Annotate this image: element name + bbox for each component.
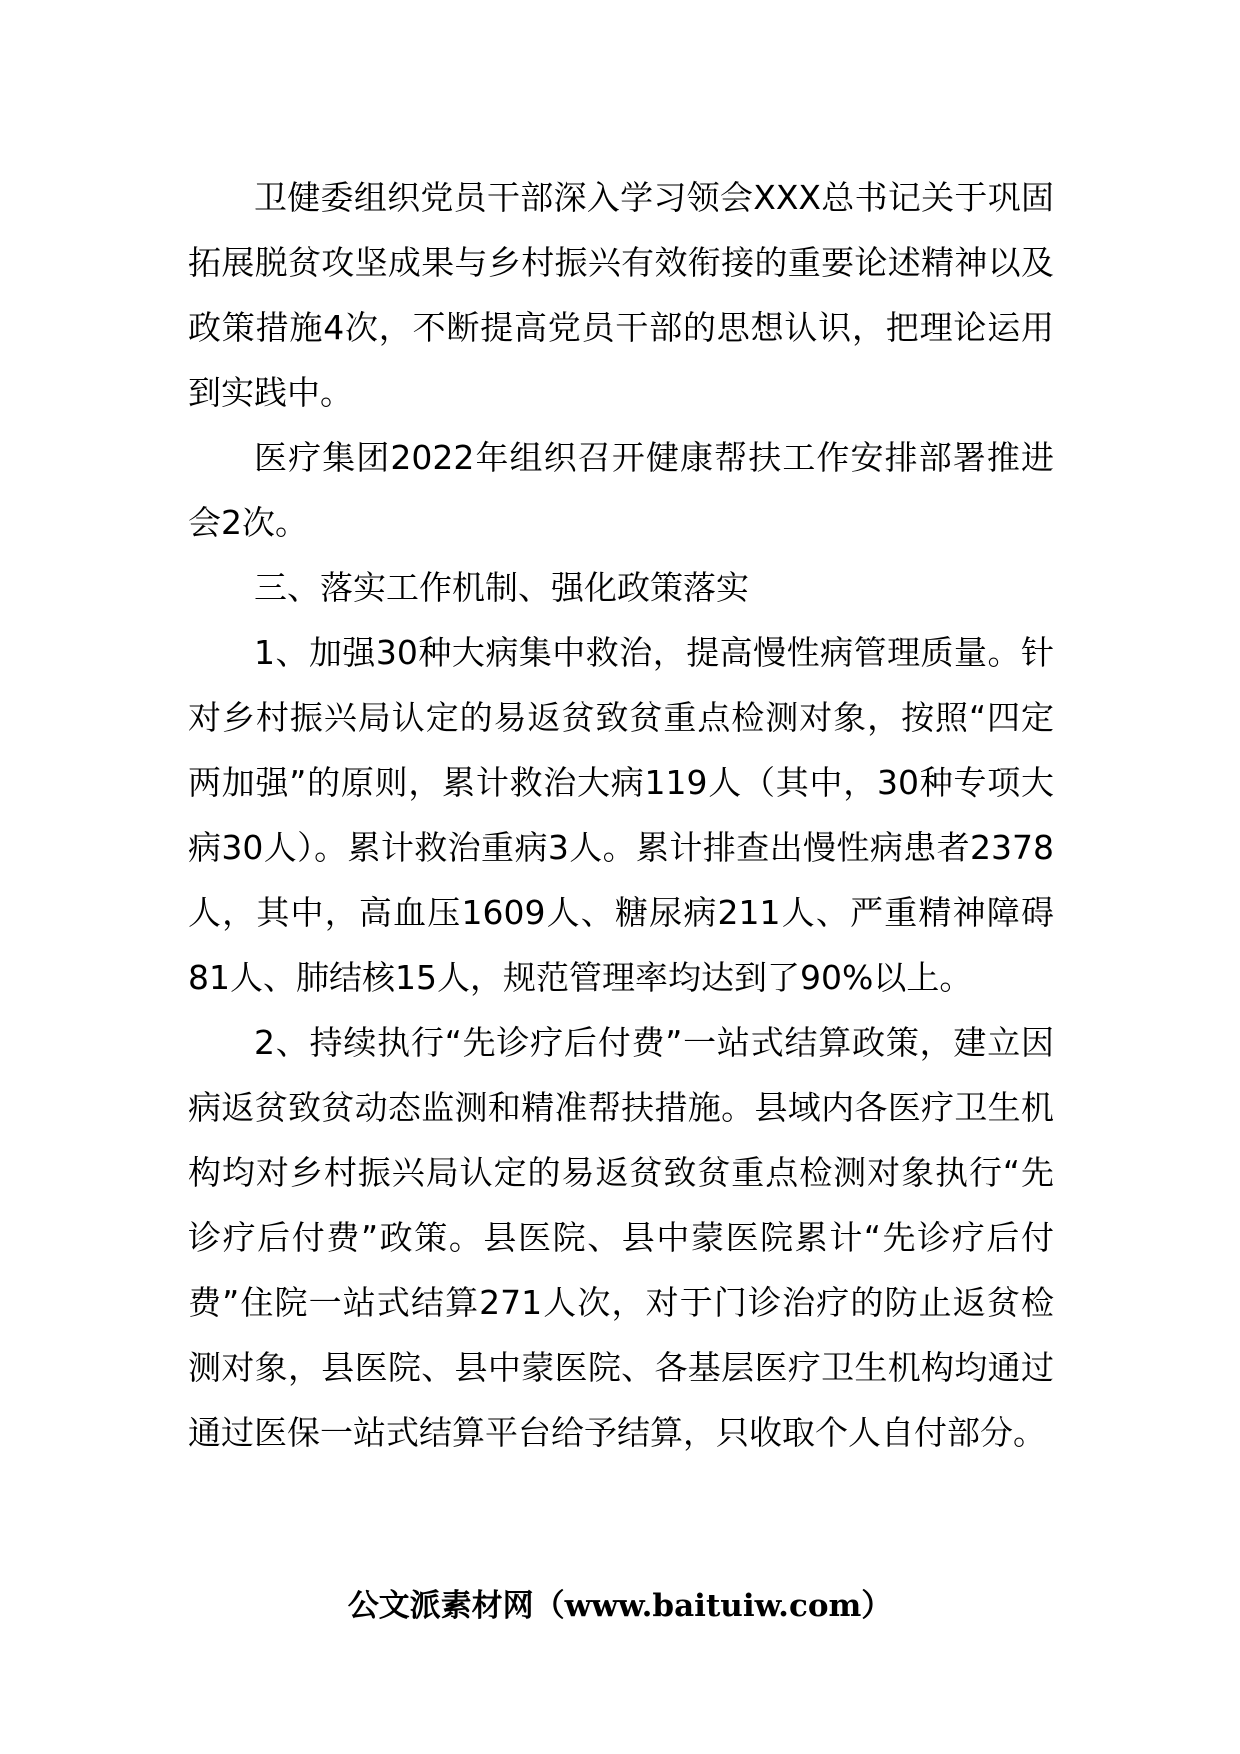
paragraph-disease-treatment: 1、加强30种大病集中救治，提高慢性病管理质量。针对乡村振兴局认定的易返贫致贫重点检测对象，按照“四定两加强”的原则，累计救治大病119人（其中，30种专项大病30人）。累计救治重病3人。累计排查出慢性病患者2378人，其中，高血压1609人、糖尿病211人、严重精神障碍81人、肺结核15人，规范管理率均达到了90%以上。 xyxy=(188,633,1054,997)
paragraph-payment-policy: 2、持续执行“先诊疗后付费”一站式结算政策，建立因病返贫致贫动态监测和精准帮扶措施。县域内各医疗卫生机构均对乡村振兴局认定的易返贫致贫重点检测对象执行“先诊疗后付费”政策。县医院、县中蒙医院累计“先诊疗后付费”住院一站式结算271人次，对于门诊治疗的防止返贫检测对象，县医院、县中蒙医院、各基层医疗卫生机构均通过通过医保一站式结算平台给予结算，只收取个人自付部分。 xyxy=(188,1023,1054,1452)
section-heading: 三、落实工作机制、强化政策落实 xyxy=(254,568,749,607)
document-body xyxy=(188,165,1054,1465)
paragraph-meeting: 医疗集团2022年组织召开健康帮扶工作安排部署推进会2次。 xyxy=(188,438,1054,542)
paragraph-study: 卫健委组织党员干部深入学习领会XXX总书记关于巩固拓展脱贫攻坚成果与乡村振兴有效衔接的重要论述精神以及政策措施4次，不断提高党员干部的思想认识，把理论运用到实践中。 xyxy=(188,178,1054,412)
footer-watermark: 公文派素材网（www.baituiw.com） xyxy=(347,1588,893,1624)
